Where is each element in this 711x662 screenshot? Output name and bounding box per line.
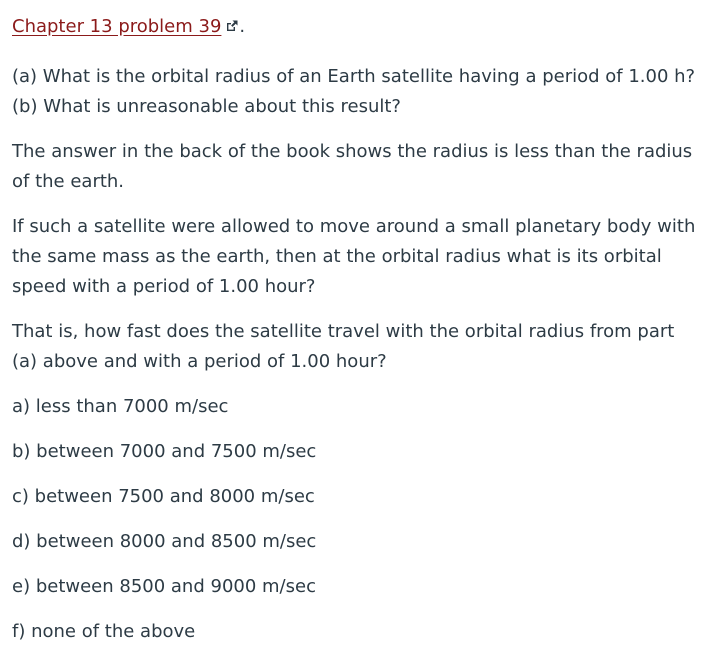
chapter-link[interactable]: Chapter 13 problem 39: [12, 16, 222, 37]
answer-option-e: e) between 8500 and 9000 m/sec: [12, 576, 316, 597]
question-paragraph: (a) What is the orbital radius of an Earth satellite having a period of 1.00 h? (b) What is unreasonable about this result?: [12, 66, 696, 117]
answer-option-c: c) between 7500 and 8000 m/sec: [12, 486, 315, 507]
question-paragraph: That is, how fast does the satellite travel with the orbital radius from part (a) above and with a period of 1.00 hour?: [12, 321, 675, 372]
answer-option-d: d) between 8000 and 8500 m/sec: [12, 531, 317, 552]
title-line: [12, 12, 702, 42]
external-link-icon[interactable]: [225, 19, 239, 33]
answer-option-b: b) between 7000 and 7500 m/sec: [12, 441, 317, 462]
question-paragraph: The answer in the back of the book shows the radius is less than the radius of the earth.: [12, 141, 693, 192]
answer-option-f: f) none of the above: [12, 621, 196, 642]
title-period: .: [239, 16, 246, 37]
question-paragraph: If such a satellite were allowed to move around a small planetary body with the same mass as the earth, then at the orbital radius what is its orbital speed with a period of 1.00 hour?: [12, 216, 696, 297]
answer-option-a: a) less than 7000 m/sec: [12, 396, 229, 417]
question-content: [12, 12, 702, 662]
